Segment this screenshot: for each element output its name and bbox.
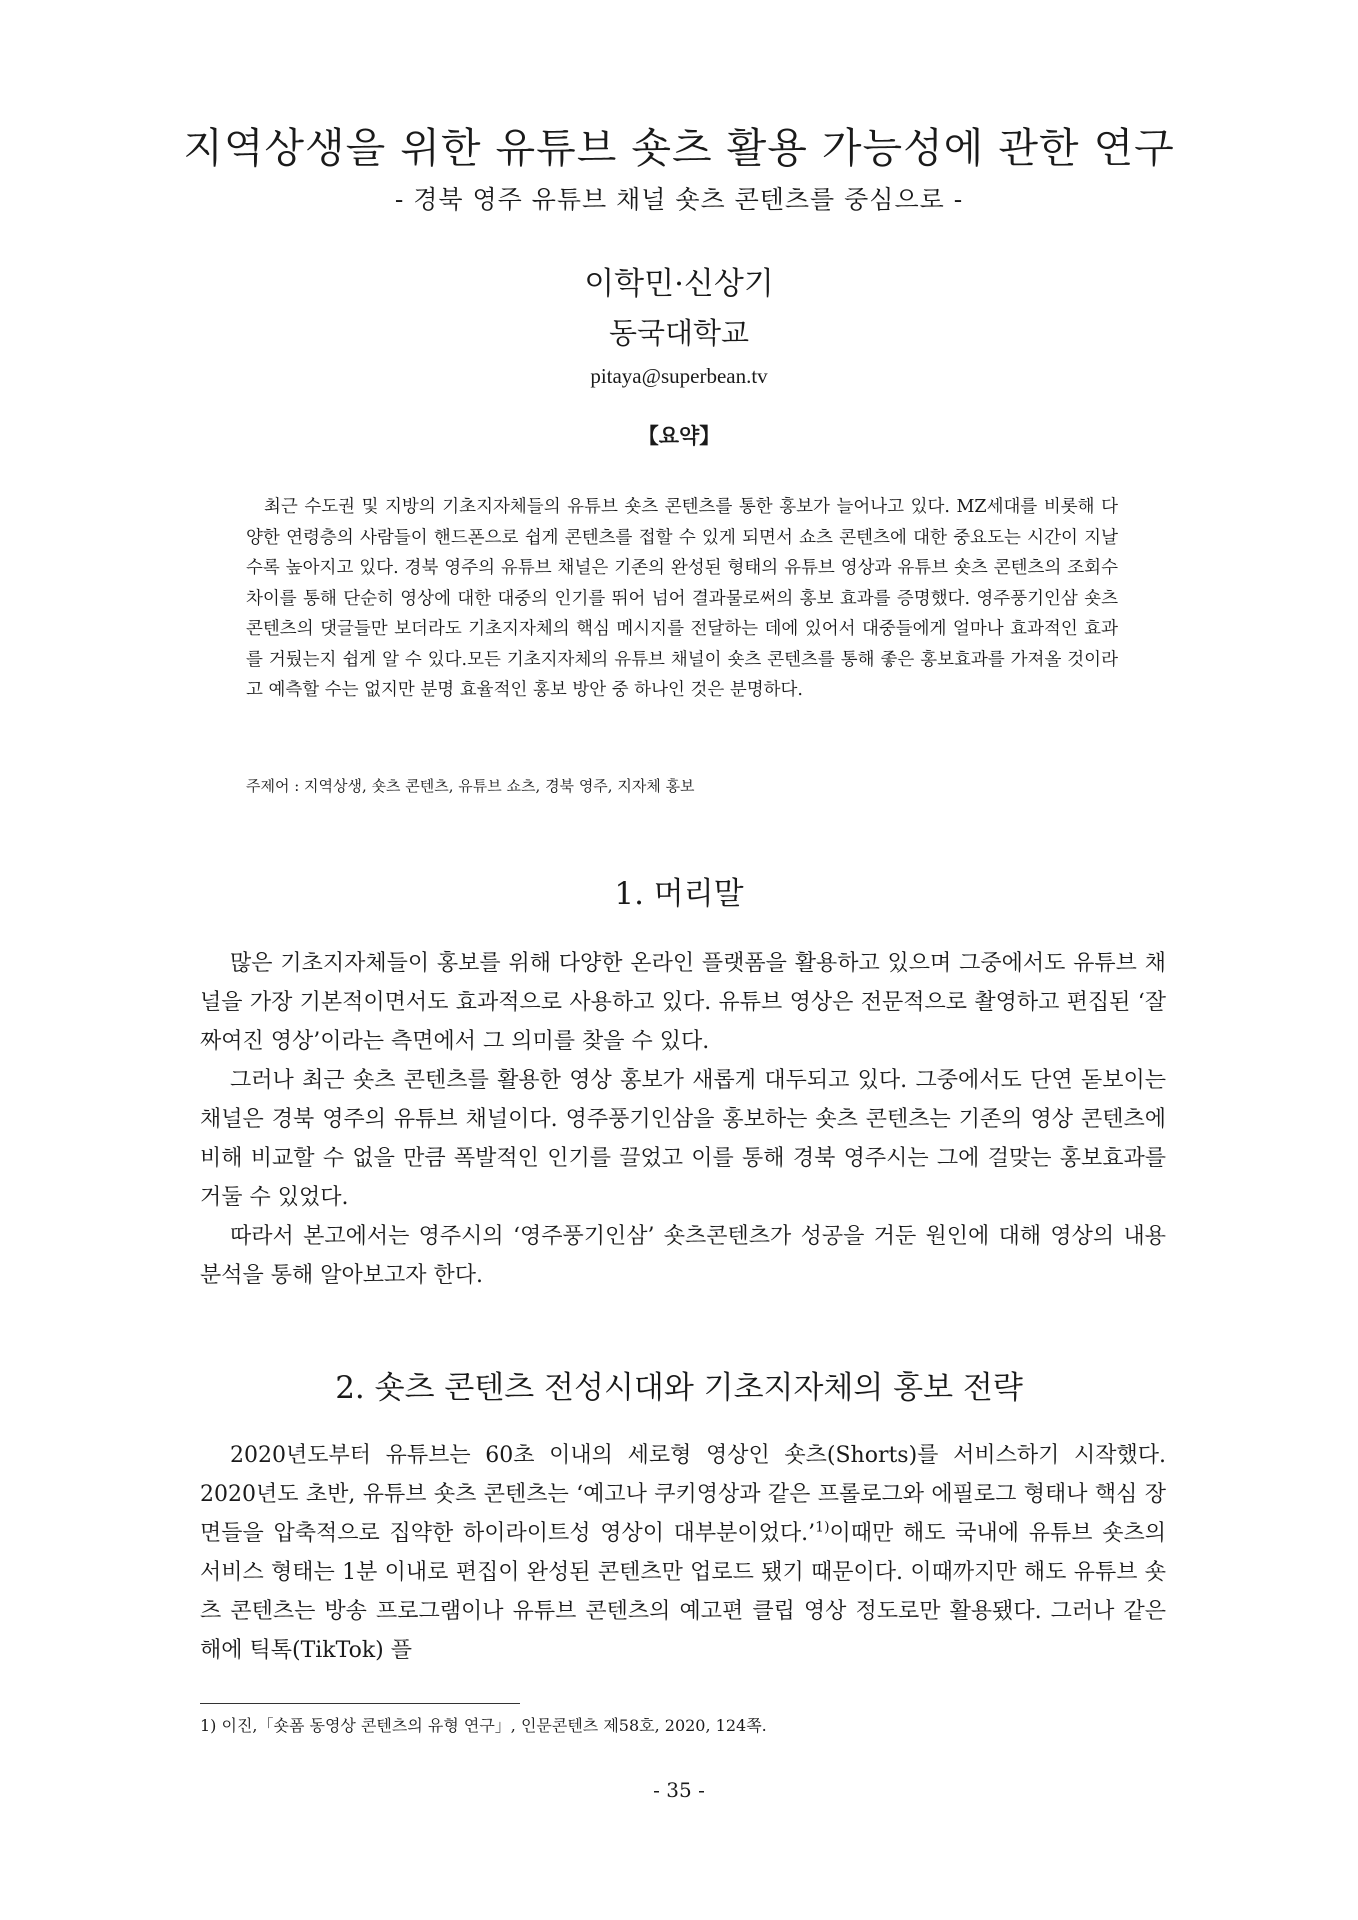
paragraph: 따라서 본고에서는 영주시의 ‘영주풍기인삼’ 숏츠콘텐츠가 성공을 거둔 원인에 대해 영상의 내용 분석을 통해 알아보고자 한다.	[200, 1224, 1166, 1288]
keywords: 주제어 : 지역상생, 숏츠 콘텐츠, 유튜브 쇼츠, 경북 영주, 지자체 홍보	[246, 777, 695, 795]
section-body-introduction	[200, 944, 1166, 1295]
paper-title: 지역상생을 위한 유튜브 숏츠 활용 가능성에 관한 연구	[183, 124, 1175, 172]
abstract-text: 최근 수도권 및 지방의 기초지자체들의 유튜브 숏츠 콘텐츠를 통한 홍보가 늘어나고 있다. MZ세대를 비롯해 다양한 연령층의 사람들이 핸드폰으로 쉽게 콘텐츠를 접할 수 있게 되면서 쇼츠 콘텐츠에 대한 중요도는 시간이 지날수록 높아지고 있다. 경북 영주의 유튜브 채널은 기존의 완성된 형태의 유튜브 영상과 유튜브 숏츠 콘텐츠의 조회수 차이를 통해 단순히 영상에 대한 대중의 인기를 뛰어 넘어 결과물로써의 홍보 효과를 증명했다. 영주풍기인삼 숏츠 콘텐츠의 댓글들만 보더라도 기초지자체의 핵심 메시지를 전달하는 데에 있어서 대중들에게 얼마나 효과적인 효과를 거뒀는지 쉽게 알 수 있다.모든 기초지자체의 유튜브 채널이 숏츠 콘텐츠를 통해 좋은 홍보효과를 가져올 것이라고 예측할 수는 없지만 분명 효율적인 홍보 방안 중 하나인 것은 분명하다.	[246, 497, 1118, 700]
footnote-divider	[200, 1703, 520, 1704]
paper-subtitle: - 경북 영주 유튜브 채널 숏츠 콘텐츠를 중심으로 -	[394, 185, 964, 214]
paper-authors: 이학민·신상기	[584, 266, 774, 302]
abstract-heading: 【요약】	[637, 423, 721, 448]
paper-affiliation: 동국대학교	[608, 316, 750, 350]
footnote: 1) 이진,「숏폼 동영상 콘텐츠의 유형 연구」, 인문콘텐츠 제58호, 2020, 124쪽.	[200, 1716, 767, 1735]
author-email: pitaya@superbean.tv	[590, 364, 768, 388]
paragraph-text: 이때만 해도 국내에 유튜브 숏츠의 서비스 형태는 1분 이내로 편집이 완성된 콘텐츠만 업로드 됐기 때문이다. 이때까지만 해도 유튜브 숏츠 콘텐츠는 방송 프로그램이나 유튜브 콘텐츠의 예고편 클립 영상 정도로만 활용됐다. 그러나 같은 해에 틱톡(TikTok) 플	[200, 1521, 1167, 1663]
page-number: - 35 -	[653, 1778, 705, 1802]
paragraph: 그러나 최근 숏츠 콘텐츠를 활용한 영상 홍보가 새롭게 대두되고 있다. 그중에서도 단연 돋보이는 채널은 경북 영주의 유튜브 채널이다. 영주풍기인삼을 홍보하는 숏츠 콘텐츠는 기존의 영상 콘텐츠에 비해 비교할 수 없을 만큼 폭발적인 인기를 끌었고 이를 통해 경북 영주시는 그에 걸맞는 홍보효과를 거둘 수 있었다.	[200, 1068, 1166, 1210]
section-heading-shorts-era: 2. 숏츠 콘텐츠 전성시대와 기초지자체의 홍보 전략	[335, 1370, 1023, 1406]
paragraph-text: 2020년도부터 유튜브는 60초 이내의 세로형 영상인 숏츠(Shorts)를 서비스하기 시작했다. 2020년도 초반, 유튜브 숏츠 콘텐츠는 ‘예고나 쿠키영상과 같은 프롤로그와 에필로그 형태나 핵심 장면들을 압축적으로 집약한 하이라이트성 영상이 대부분이었다.’	[200, 1443, 1166, 1546]
section-heading-introduction: 1. 머리말	[614, 876, 744, 912]
paragraph	[200, 1436, 1166, 1670]
footnote-marker: 1)	[815, 1519, 830, 1536]
paragraph: 많은 기초지자체들이 홍보를 위해 다양한 온라인 플랫폼을 활용하고 있으며 그중에서도 유튜브 채널을 가장 기본적이면서도 효과적으로 사용하고 있다. 유튜브 영상은 전문적으로 촬영하고 편집된 ‘잘 짜여진 영상’이라는 측면에서 그 의미를 찾을 수 있다.	[200, 951, 1166, 1054]
section-body-shorts-era	[200, 1436, 1166, 1670]
